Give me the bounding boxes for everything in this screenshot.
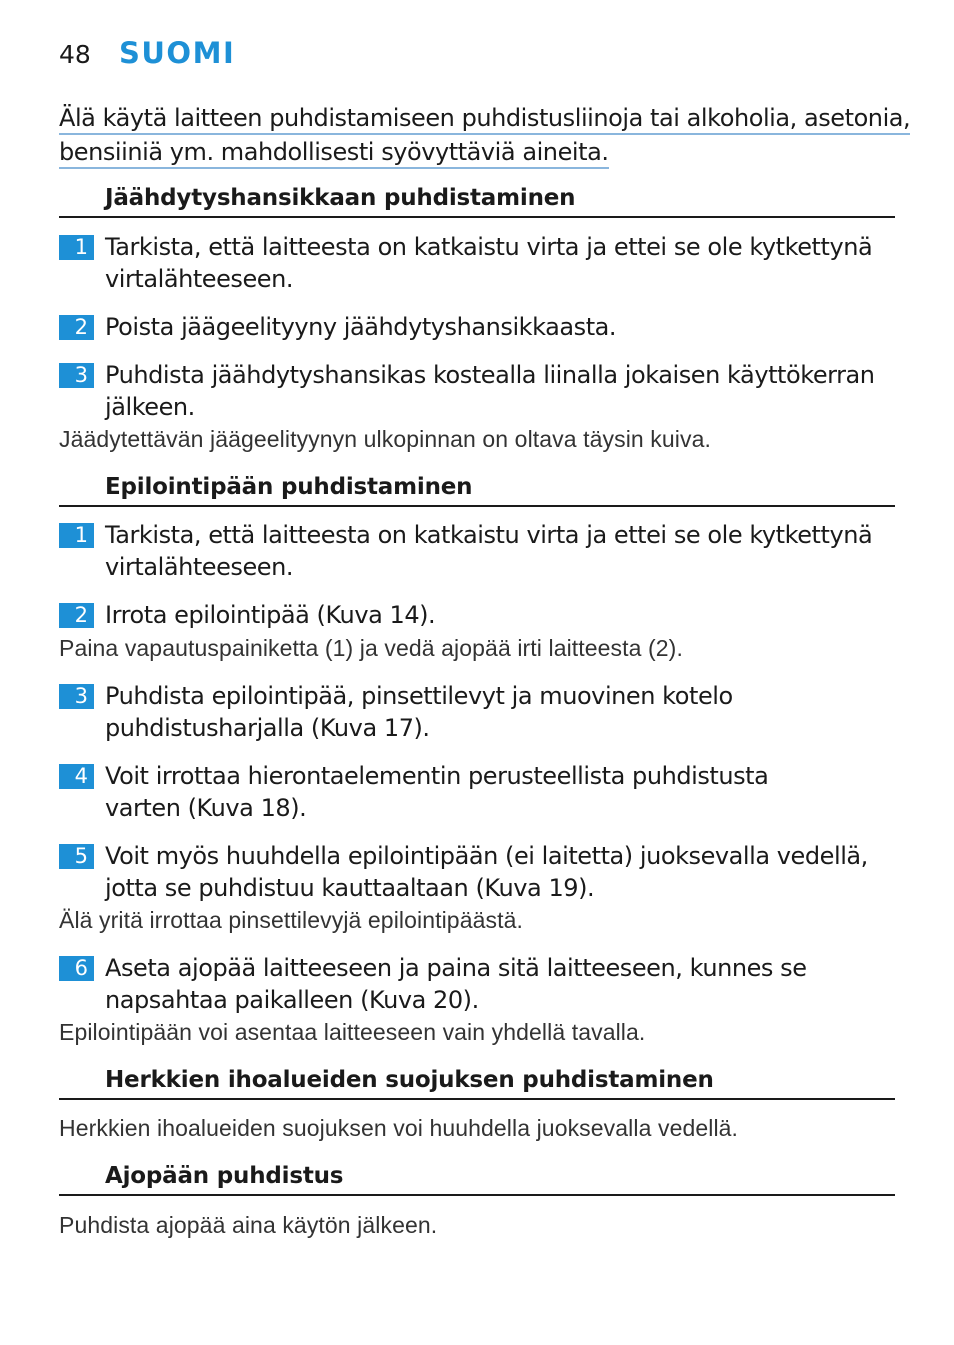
step-text: jotta se puhdistuu kauttaaltaan (Kuva 19). <box>105 874 595 902</box>
step-number-badge: 1 <box>59 235 94 260</box>
step-item <box>59 519 895 583</box>
step-note: Epilointipään voi asentaa laitteeseen vain yhdellä tavalla. <box>59 1019 646 1045</box>
step-text: Puhdista jäähdytyshansikas kostealla liinalla jokaisen käyttökerran <box>105 361 875 389</box>
section-title: Jäähdytyshansikkaan puhdistaminen <box>105 185 576 211</box>
section-body: Puhdista ajopää aina käytön jälkeen. <box>59 1212 438 1238</box>
step-item <box>59 840 895 904</box>
section-heading-cooling-glove <box>59 184 895 218</box>
section-title: Ajopään puhdistus <box>105 1163 344 1189</box>
section-heading-skin-guard <box>59 1066 895 1100</box>
step-number-badge: 1 <box>59 523 94 548</box>
section-body: Herkkien ihoalueiden suojuksen voi huuhdella juoksevalla vedellä. <box>59 1115 739 1141</box>
step-text: puhdistusharjalla (Kuva 17). <box>105 714 430 742</box>
step-note: Älä yritä irrottaa pinsettilevyjä epilointipäästä. <box>59 907 523 933</box>
step-text: Tarkista, että laitteesta on katkaistu virta ja ettei se ole kytkettynä <box>105 233 873 261</box>
step-text: virtalähteeseen. <box>105 265 294 293</box>
step-text: Voit myös huuhdella epilointipään (ei laitetta) juoksevalla vedellä, <box>105 842 868 870</box>
step-note: Jäädytettävän jäägeelityynyn ulkopinnan on oltava täysin kuiva. <box>59 426 711 452</box>
step-number-badge: 5 <box>59 844 94 869</box>
step-text: napsahtaa paikalleen (Kuva 20). <box>105 986 479 1014</box>
step-text: virtalähteeseen. <box>105 553 294 581</box>
step-text: Tarkista, että laitteesta on katkaistu virta ja ettei se ole kytkettynä <box>105 521 873 549</box>
step-item <box>59 359 895 423</box>
step-text: varten (Kuva 18). <box>105 794 307 822</box>
warning-line[interactable]: bensiiniä ym. mahdollisesti syövyttäviä aineita. <box>59 138 609 169</box>
step-number-badge: 2 <box>59 603 94 628</box>
step-number-badge: 2 <box>59 315 94 340</box>
step-item <box>59 599 895 631</box>
step-number-badge: 3 <box>59 363 94 388</box>
step-note: Paina vapautuspainiketta (1) ja vedä ajopää irti laitteesta (2). <box>59 635 683 661</box>
step-text: Irrota epilointipää (Kuva 14). <box>105 601 436 629</box>
step-text: Voit irrottaa hierontaelementin perusteellista puhdistusta <box>105 762 769 790</box>
section-heading-shaving-head <box>59 1162 895 1196</box>
section-title: Herkkien ihoalueiden suojuksen puhdistaminen <box>105 1067 714 1093</box>
step-text: jälkeen. <box>105 393 195 421</box>
step-number-badge: 3 <box>59 684 94 709</box>
warning-line[interactable]: Älä käytä laitteen puhdistamiseen puhdistusliinoja tai alkoholia, asetonia, <box>59 104 910 135</box>
cleaning-warning[interactable] <box>59 104 911 172</box>
step-item <box>59 311 895 343</box>
step-number-badge: 4 <box>59 764 94 789</box>
step-item <box>59 680 895 744</box>
step-item <box>59 952 895 1016</box>
step-text: Aseta ajopää laitteeseen ja paina sitä laitteeseen, kunnes se <box>105 954 807 982</box>
page-number: 48 <box>59 40 91 69</box>
language-title: SUOMI <box>119 36 236 70</box>
section-heading-epilator-head <box>59 473 895 507</box>
step-text: Puhdista epilointipää, pinsettilevyt ja muovinen kotelo <box>105 682 733 710</box>
step-text: Poista jäägeelityyny jäähdytyshansikkaasta. <box>105 313 617 341</box>
step-item <box>59 760 895 824</box>
step-item <box>59 231 895 295</box>
step-number-badge: 6 <box>59 956 94 981</box>
section-title: Epilointipään puhdistaminen <box>105 474 473 500</box>
